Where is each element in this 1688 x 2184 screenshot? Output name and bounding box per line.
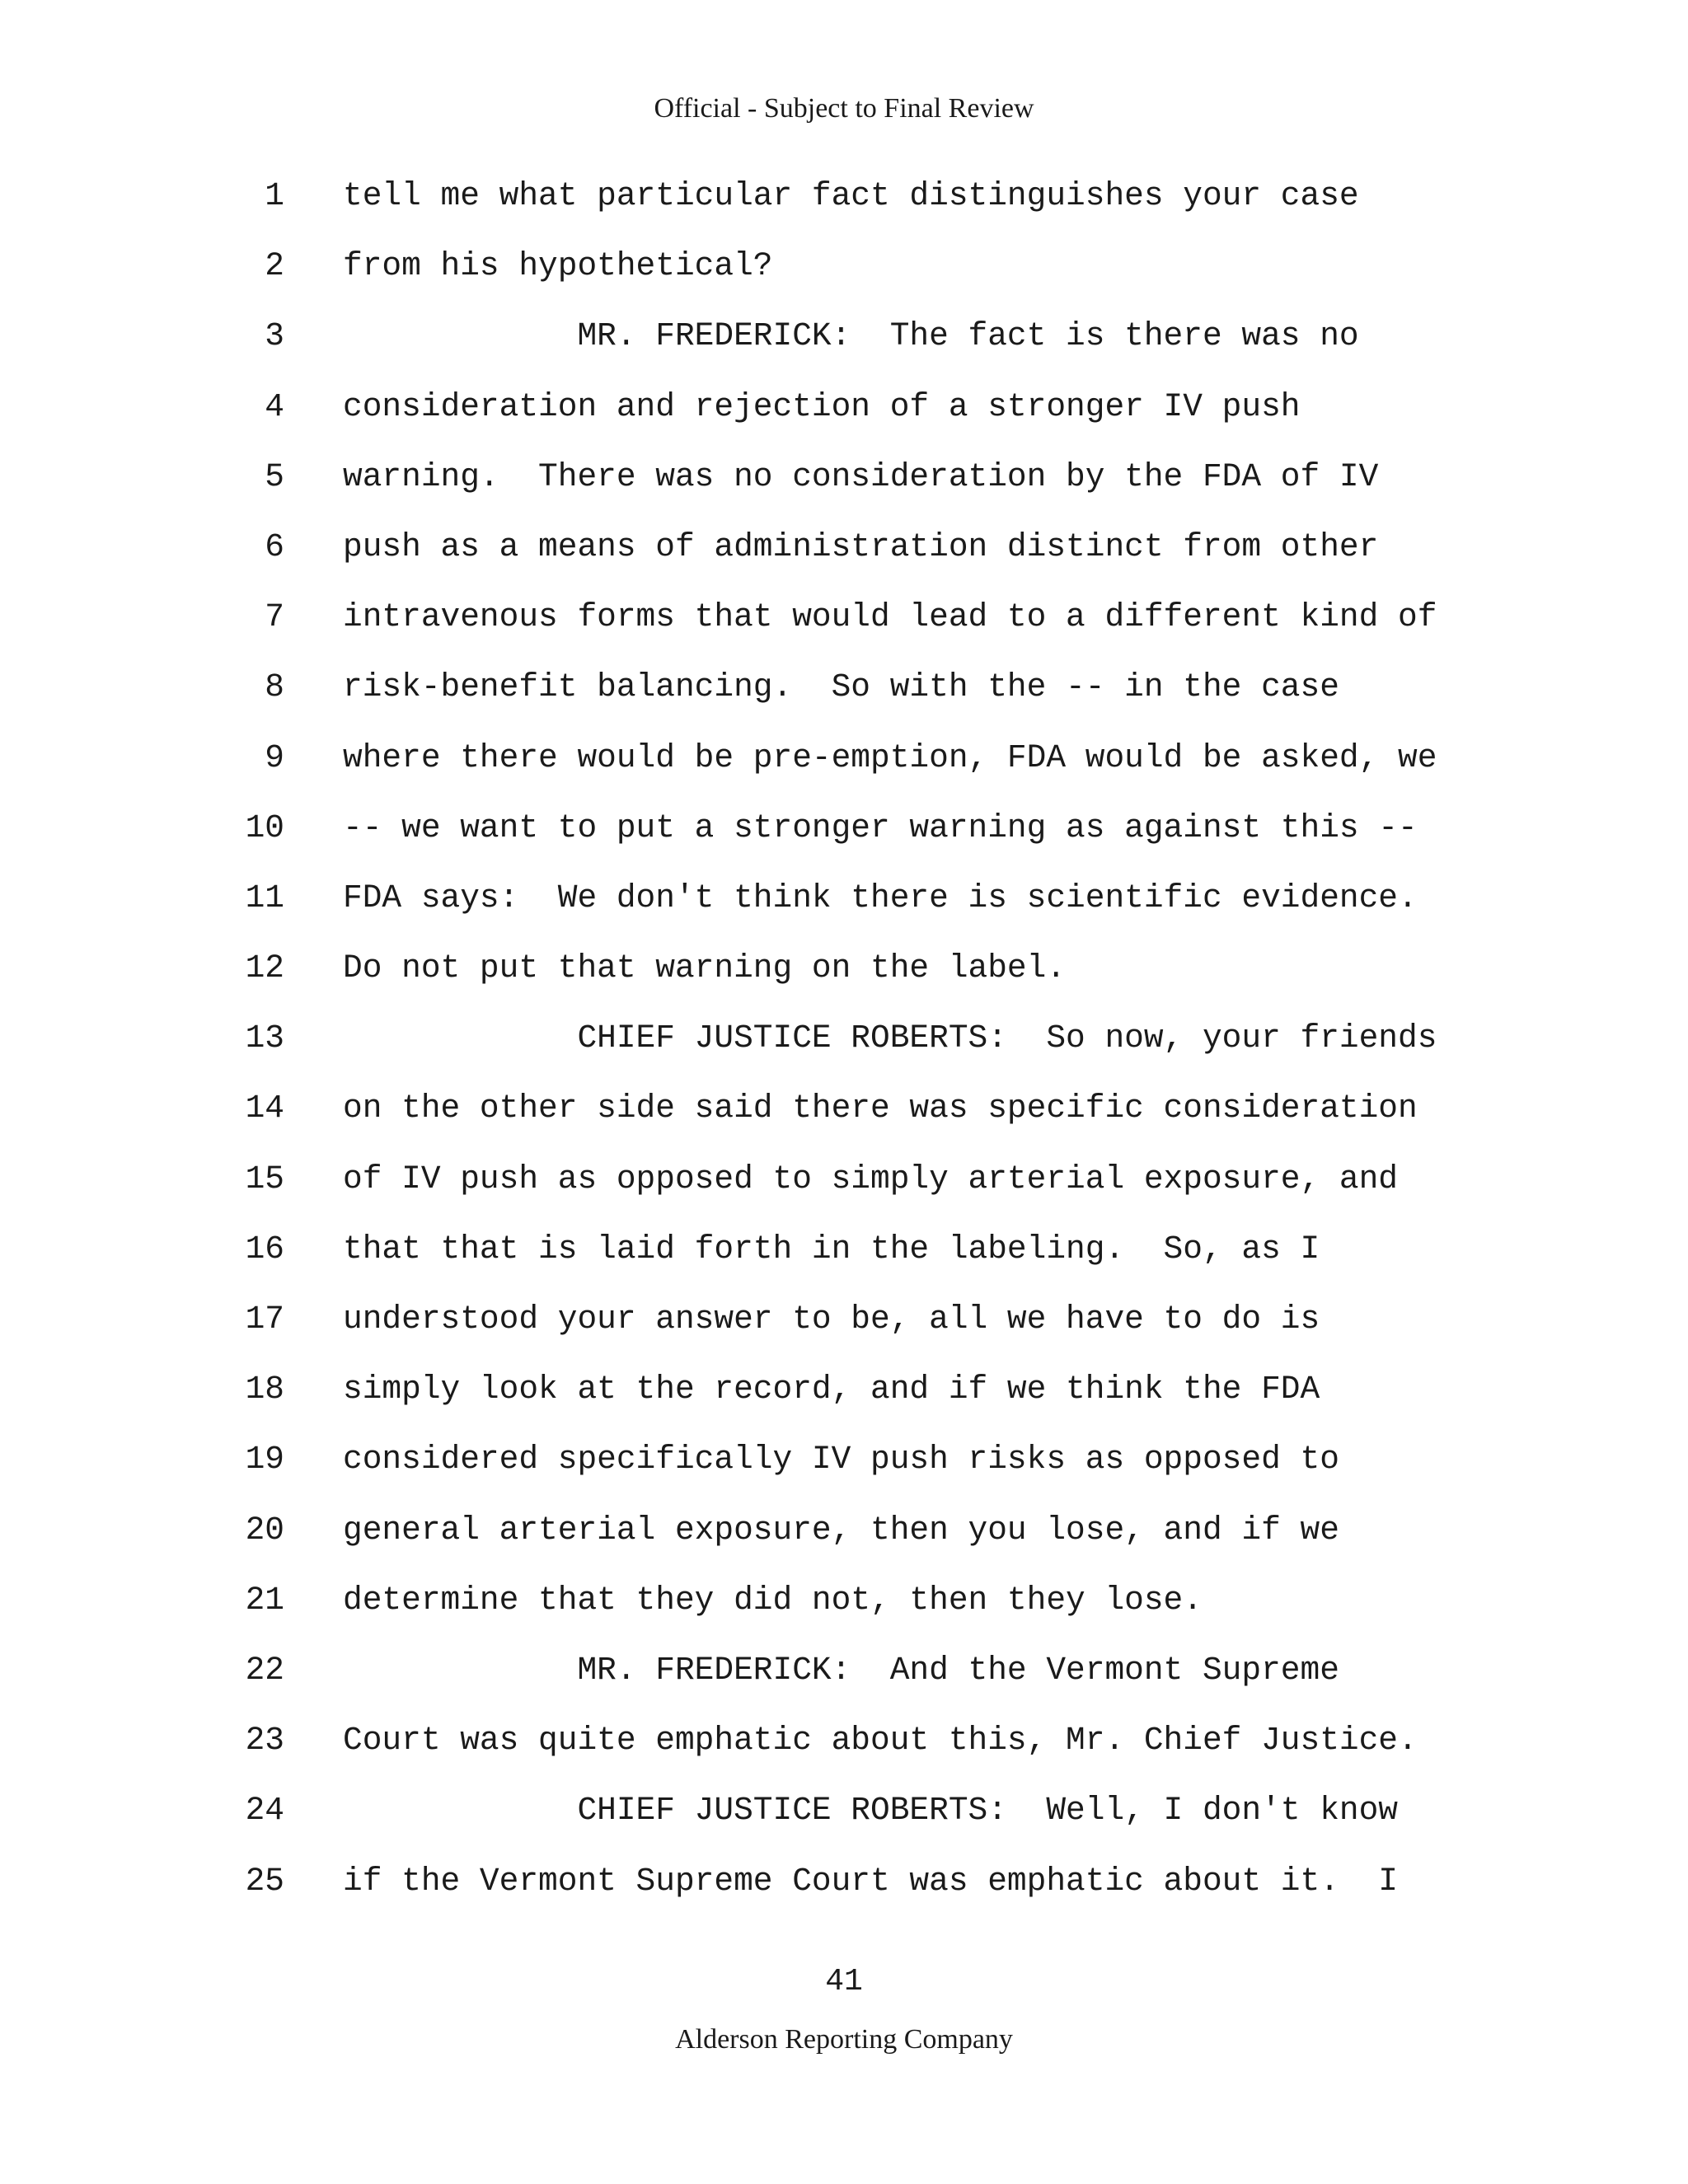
line-number: 15: [245, 1160, 284, 1197]
line-number: 9: [265, 738, 284, 776]
line-text: FDA says: We don't think there is scientific evidence.: [343, 879, 1418, 916]
line-text: MR. FREDERICK: And the Vermont Supreme: [343, 1651, 1339, 1689]
line-text: CHIEF JUSTICE ROBERTS: Well, I don't know: [343, 1792, 1399, 1830]
line-number: 8: [265, 668, 284, 706]
line-number: 10: [245, 808, 284, 846]
line-text: Do not put that warning on the label.: [343, 949, 1067, 987]
line-text: from his hypothetical?: [343, 247, 773, 285]
line-text: MR. FREDERICK: The fact is there was no: [343, 317, 1359, 355]
transcript-line: [0, 1718, 1688, 1788]
transcript-line: [0, 805, 1688, 875]
transcript-line: [0, 1015, 1688, 1085]
line-text: simply look at the record, and if we think the FDA: [343, 1371, 1320, 1408]
line-number: 20: [245, 1511, 284, 1549]
transcript-line: [0, 1226, 1688, 1296]
line-number: 13: [245, 1019, 284, 1057]
transcript-line: [0, 1647, 1688, 1718]
line-text: intravenous forms that would lead to a different kind of: [343, 598, 1437, 636]
transcript-body: [0, 173, 1688, 1929]
line-text: -- we want to put a stronger warning as against this --: [343, 808, 1418, 846]
line-text: if the Vermont Supreme Court was emphatic about it. I: [343, 1862, 1399, 1900]
transcript-line: [0, 1858, 1688, 1929]
line-number: 11: [245, 879, 284, 916]
transcript-line: [0, 945, 1688, 1015]
transcript-line: [0, 243, 1688, 313]
transcript-line: [0, 664, 1688, 734]
transcript-line: [0, 313, 1688, 383]
line-text: Court was quite emphatic about this, Mr. Chief Justice.: [343, 1722, 1418, 1760]
line-number: 6: [265, 527, 284, 565]
line-number: 23: [245, 1722, 284, 1760]
line-number: 24: [245, 1792, 284, 1830]
transcript-line: [0, 1085, 1688, 1155]
line-text: understood your answer to be, all we have to do is: [343, 1301, 1320, 1338]
line-text: tell me what particular fact distinguishes your case: [343, 177, 1359, 214]
line-text: that that is laid forth in the labeling. So, as I: [343, 1230, 1320, 1268]
line-number: 16: [245, 1230, 284, 1268]
line-number: 19: [245, 1441, 284, 1479]
transcript-line: [0, 454, 1688, 524]
line-number: 17: [245, 1301, 284, 1338]
line-number: 4: [265, 387, 284, 425]
line-number: 5: [265, 457, 284, 495]
line-number: 2: [265, 247, 284, 285]
transcript-line: [0, 1366, 1688, 1436]
line-text: determine that they did not, then they lose.: [343, 1581, 1203, 1619]
page-number: 41: [825, 1964, 863, 1999]
transcript-line: [0, 735, 1688, 805]
line-text: CHIEF JUSTICE ROBERTS: So now, your friends: [343, 1019, 1437, 1057]
transcript-line: [0, 1296, 1688, 1366]
line-number: 3: [265, 317, 284, 355]
line-text: on the other side said there was specific consideration: [343, 1090, 1418, 1127]
line-text: general arterial exposure, then you lose, and if we: [343, 1511, 1339, 1549]
line-number: 25: [245, 1862, 284, 1900]
transcript-line: [0, 1577, 1688, 1647]
line-text: considered specifically IV push risks as opposed to: [343, 1441, 1339, 1479]
page-footer: Alderson Reporting Company: [675, 2024, 1013, 2055]
line-number: 14: [245, 1090, 284, 1127]
transcript-line: [0, 594, 1688, 664]
page-header: Official - Subject to Final Review: [654, 93, 1034, 124]
transcript-line: [0, 173, 1688, 243]
line-text: warning. There was no consideration by the FDA of IV: [343, 457, 1379, 495]
line-text: push as a means of administration distinct from other: [343, 527, 1379, 565]
transcript-line: [0, 1436, 1688, 1507]
line-text: risk-benefit balancing. So with the -- in the case: [343, 668, 1339, 706]
line-number: 22: [245, 1651, 284, 1689]
line-text: consideration and rejection of a stronger IV push: [343, 387, 1301, 425]
transcript-line: [0, 384, 1688, 454]
line-number: 18: [245, 1371, 284, 1408]
line-number: 21: [245, 1581, 284, 1619]
line-text: where there would be pre-emption, FDA would be asked, we: [343, 738, 1437, 776]
line-number: 1: [265, 177, 284, 214]
transcript-line: [0, 875, 1688, 945]
transcript-line: [0, 1156, 1688, 1226]
line-number: 12: [245, 949, 284, 987]
transcript-line: [0, 524, 1688, 594]
transcript-line: [0, 1507, 1688, 1577]
line-number: 7: [265, 598, 284, 636]
transcript-line: [0, 1788, 1688, 1858]
line-text: of IV push as opposed to simply arterial exposure, and: [343, 1160, 1399, 1197]
